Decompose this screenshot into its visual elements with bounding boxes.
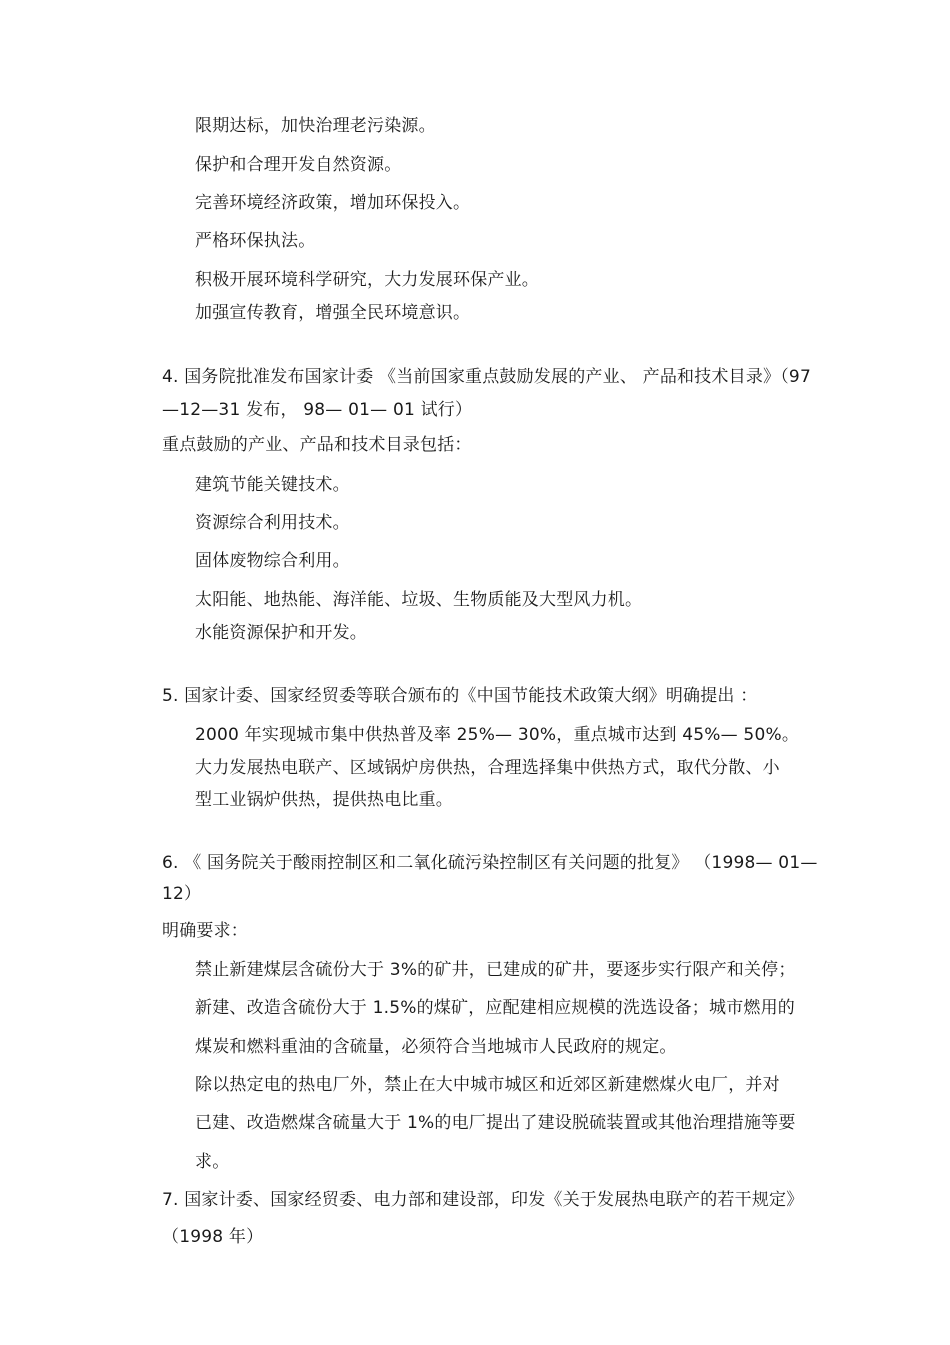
list-item: 保护和合理开发自然资源。: [195, 155, 402, 175]
list-item: 资源综合利用技术。: [195, 513, 350, 533]
list-item: 除以热定电的热电厂外，禁止在大中城市城区和近郊区新建燃煤火电厂，并对: [195, 1075, 780, 1095]
section-intro: 明确要求：: [162, 921, 248, 941]
list-item: 已建、改造燃煤含硫量大于 1%的电厂提出了建设脱硫装置或其他治理措施等要: [195, 1113, 796, 1133]
list-item: 严格环保执法。: [195, 231, 316, 251]
section-intro: 重点鼓励的产业、产品和技术目录包括：: [162, 435, 472, 455]
section-heading-continued: —12—31 发布， 98— 01— 01 试行）: [162, 400, 473, 420]
list-item: 新建、改造含硫份大于 1.5%的煤矿，应配建相应规模的洗选设备；城市燃用的: [195, 998, 795, 1018]
list-item: 加强宣传教育，增强全民环境意识。: [195, 303, 471, 323]
section-heading: 4. 国务院批准发布国家计委 《当前国家重点鼓励发展的产业、 产品和技术目录》（97: [162, 367, 811, 387]
section-heading-continued: （1998 年）: [162, 1227, 264, 1247]
list-item: 煤炭和燃料重油的含硫量，必须符合当地城市人民政府的规定。: [195, 1037, 677, 1057]
list-item: 限期达标，加快治理老污染源。: [195, 116, 436, 136]
list-item: 建筑节能关键技术。: [195, 475, 350, 495]
list-item: 水能资源保护和开发。: [195, 623, 367, 643]
list-item: 型工业锅炉供热，提供热电比重。: [195, 790, 453, 810]
list-item: 大力发展热电联产、区域锅炉房供热，合理选择集中供热方式，取代分散、小: [195, 758, 780, 778]
section-heading: 6. 《 国务院关于酸雨控制区和二氧化硫污染控制区有关问题的批复》 （1998— 01—: [162, 853, 818, 873]
list-item: 积极开展环境科学研究，大力发展环保产业。: [195, 270, 539, 290]
list-item: 太阳能、地热能、海洋能、垃圾、生物质能及大型风力机。: [195, 590, 643, 610]
section-heading: 5. 国家计委、国家经贸委等联合颁布的《中国节能技术政策大纲》明确提出 ：: [162, 686, 758, 706]
list-item: 2000 年实现城市集中供热普及率 25%— 30%，重点城市达到 45%— 50%。: [195, 725, 800, 745]
list-item: 完善环境经济政策，增加环保投入。: [195, 193, 471, 213]
section-heading-continued: 12）: [162, 884, 202, 904]
section-heading: 7. 国家计委、国家经贸委、电力部和建设部，印发《关于发展热电联产的若干规定》: [162, 1190, 804, 1210]
list-item: 固体废物综合利用。: [195, 551, 350, 571]
list-item: 禁止新建煤层含硫份大于 3%的矿井，已建成的矿井，要逐步实行限产和关停；: [195, 960, 796, 980]
list-item: 求。: [195, 1152, 230, 1172]
